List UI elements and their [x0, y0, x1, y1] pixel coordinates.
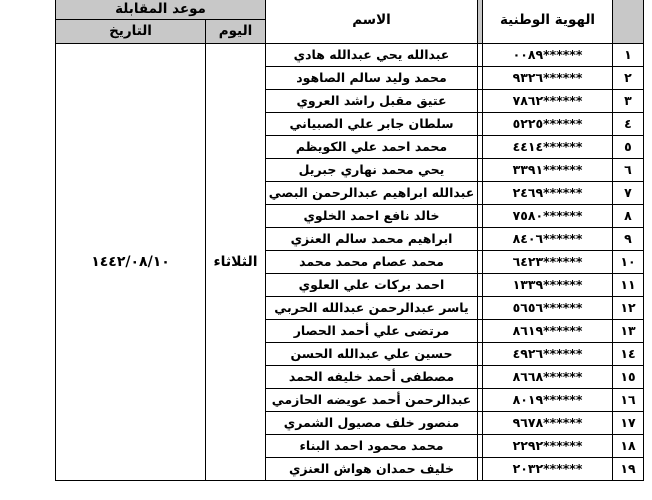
column-gap [478, 182, 483, 205]
column-gap [478, 343, 483, 366]
national-id-cell: ******٣٣٩١ [483, 159, 613, 182]
row-number: ١٤ [613, 343, 644, 366]
name-cell: مصطفى أحمد خليفه الحمد [266, 366, 478, 389]
national-id-cell: ******٨٠١٩ [483, 389, 613, 412]
row-number: ١٠ [613, 251, 644, 274]
header-gap [478, 0, 483, 44]
national-id-cell: ******٤٤١٤ [483, 136, 613, 159]
column-gap [478, 274, 483, 297]
row-number: ٧ [613, 182, 644, 205]
appointment-date: ١٤٤٢/٠٨/١٠ [91, 254, 170, 270]
row-number: ١٣ [613, 320, 644, 343]
national-id-cell: ******٨٦٦٨ [483, 366, 613, 389]
name-cell: ياسر عبدالرحمن عبدالله الحربي [266, 297, 478, 320]
name-cell: خليف حمدان هواش العنزي [266, 458, 478, 481]
name-cell: خالد نافع احمد الخلوي [266, 205, 478, 228]
name-cell: محمد احمد علي الكويظم [266, 136, 478, 159]
national-id-cell: ******٦٤٢٣ [483, 251, 613, 274]
national-id-cell: ******٩٦٧٨ [483, 412, 613, 435]
column-gap [478, 136, 483, 159]
name-cell: محمد عصام محمد محمد [266, 251, 478, 274]
row-number: ١٩ [613, 458, 644, 481]
candidates-rows [56, 44, 644, 481]
national-id-cell: ******٤٩٢٦ [483, 343, 613, 366]
name-cell: محمد وليد سالم الصاهود [266, 67, 478, 90]
header-interview-appointment: موعد المقابلة [56, 0, 266, 20]
national-id-cell: ******٥٢٢٥ [483, 113, 613, 136]
header-national-id: الهوية الوطنية [483, 0, 613, 44]
column-gap [478, 67, 483, 90]
name-cell: محمد محمود احمد البناء [266, 435, 478, 458]
row-number: ٢ [613, 67, 644, 90]
column-gap [478, 90, 483, 113]
national-id-cell: ******٧٨٦٢ [483, 90, 613, 113]
row-number: ١٢ [613, 297, 644, 320]
candidates-table [55, 0, 644, 481]
name-cell: عتيق مقبل راشد العروي [266, 90, 478, 113]
row-number: ٥ [613, 136, 644, 159]
header-date: التاريخ [56, 20, 206, 44]
name-cell: يحي محمد نهاري جبريل [266, 159, 478, 182]
column-gap [478, 320, 483, 343]
national-id-cell: ******٧٥٨٠ [483, 205, 613, 228]
row-number: ١٨ [613, 435, 644, 458]
column-gap [478, 412, 483, 435]
column-gap [478, 159, 483, 182]
appointment-date-cell [56, 44, 206, 481]
row-number: ٩ [613, 228, 644, 251]
row-number: ١٦ [613, 389, 644, 412]
national-id-cell: ******٨٤٠٦ [483, 228, 613, 251]
name-cell: ابراهيم محمد سالم العنزي [266, 228, 478, 251]
row-number: ٦ [613, 159, 644, 182]
appointment-day-cell [206, 44, 266, 481]
national-id-cell: ******١٣٣٩ [483, 274, 613, 297]
national-id-cell: ******٥٦٥٦ [483, 297, 613, 320]
name-cell: عبدالله يحي عبدالله هادي [266, 44, 478, 67]
row-number: ١١ [613, 274, 644, 297]
column-gap [478, 389, 483, 412]
column-gap [478, 297, 483, 320]
row-number: ٣ [613, 90, 644, 113]
row-number: ٤ [613, 113, 644, 136]
national-id-cell: ******٢٤٦٩ [483, 182, 613, 205]
national-id-cell: ******٢٠٣٢ [483, 458, 613, 481]
header-day: اليوم [206, 20, 266, 44]
column-gap [478, 205, 483, 228]
column-gap [478, 251, 483, 274]
header-name: الاسم [266, 0, 478, 44]
column-gap [478, 458, 483, 481]
column-gap [478, 228, 483, 251]
column-gap [478, 366, 483, 389]
national-id-cell: ******٩٣٢٦ [483, 67, 613, 90]
row-number: ١٧ [613, 412, 644, 435]
name-cell: احمد بركات علي العلوي [266, 274, 478, 297]
national-id-cell: ******٨٦١٩ [483, 320, 613, 343]
name-cell: عبدالله ابراهيم عبدالرحمن البصي [266, 182, 478, 205]
column-gap [478, 435, 483, 458]
header-number-blank [613, 0, 644, 44]
name-cell: سلطان جابر علي الصبياني [266, 113, 478, 136]
national-id-cell: ******٠٠٨٩ [483, 44, 613, 67]
name-cell: منصور خلف مصيول الشمري [266, 412, 478, 435]
name-cell: مرتضى علي أحمد الحصار [266, 320, 478, 343]
column-gap [478, 44, 483, 67]
appointment-day: الثلاثاء [213, 254, 258, 270]
national-id-cell: ******٢٢٩٢ [483, 435, 613, 458]
row-number: ٨ [613, 205, 644, 228]
row-number: ١٥ [613, 366, 644, 389]
name-cell: حسين علي عبدالله الحسن [266, 343, 478, 366]
row-number: ١ [613, 44, 644, 67]
name-cell: عبدالرحمن أحمد عويضه الحازمي [266, 389, 478, 412]
column-gap [478, 113, 483, 136]
table-row [56, 44, 644, 67]
